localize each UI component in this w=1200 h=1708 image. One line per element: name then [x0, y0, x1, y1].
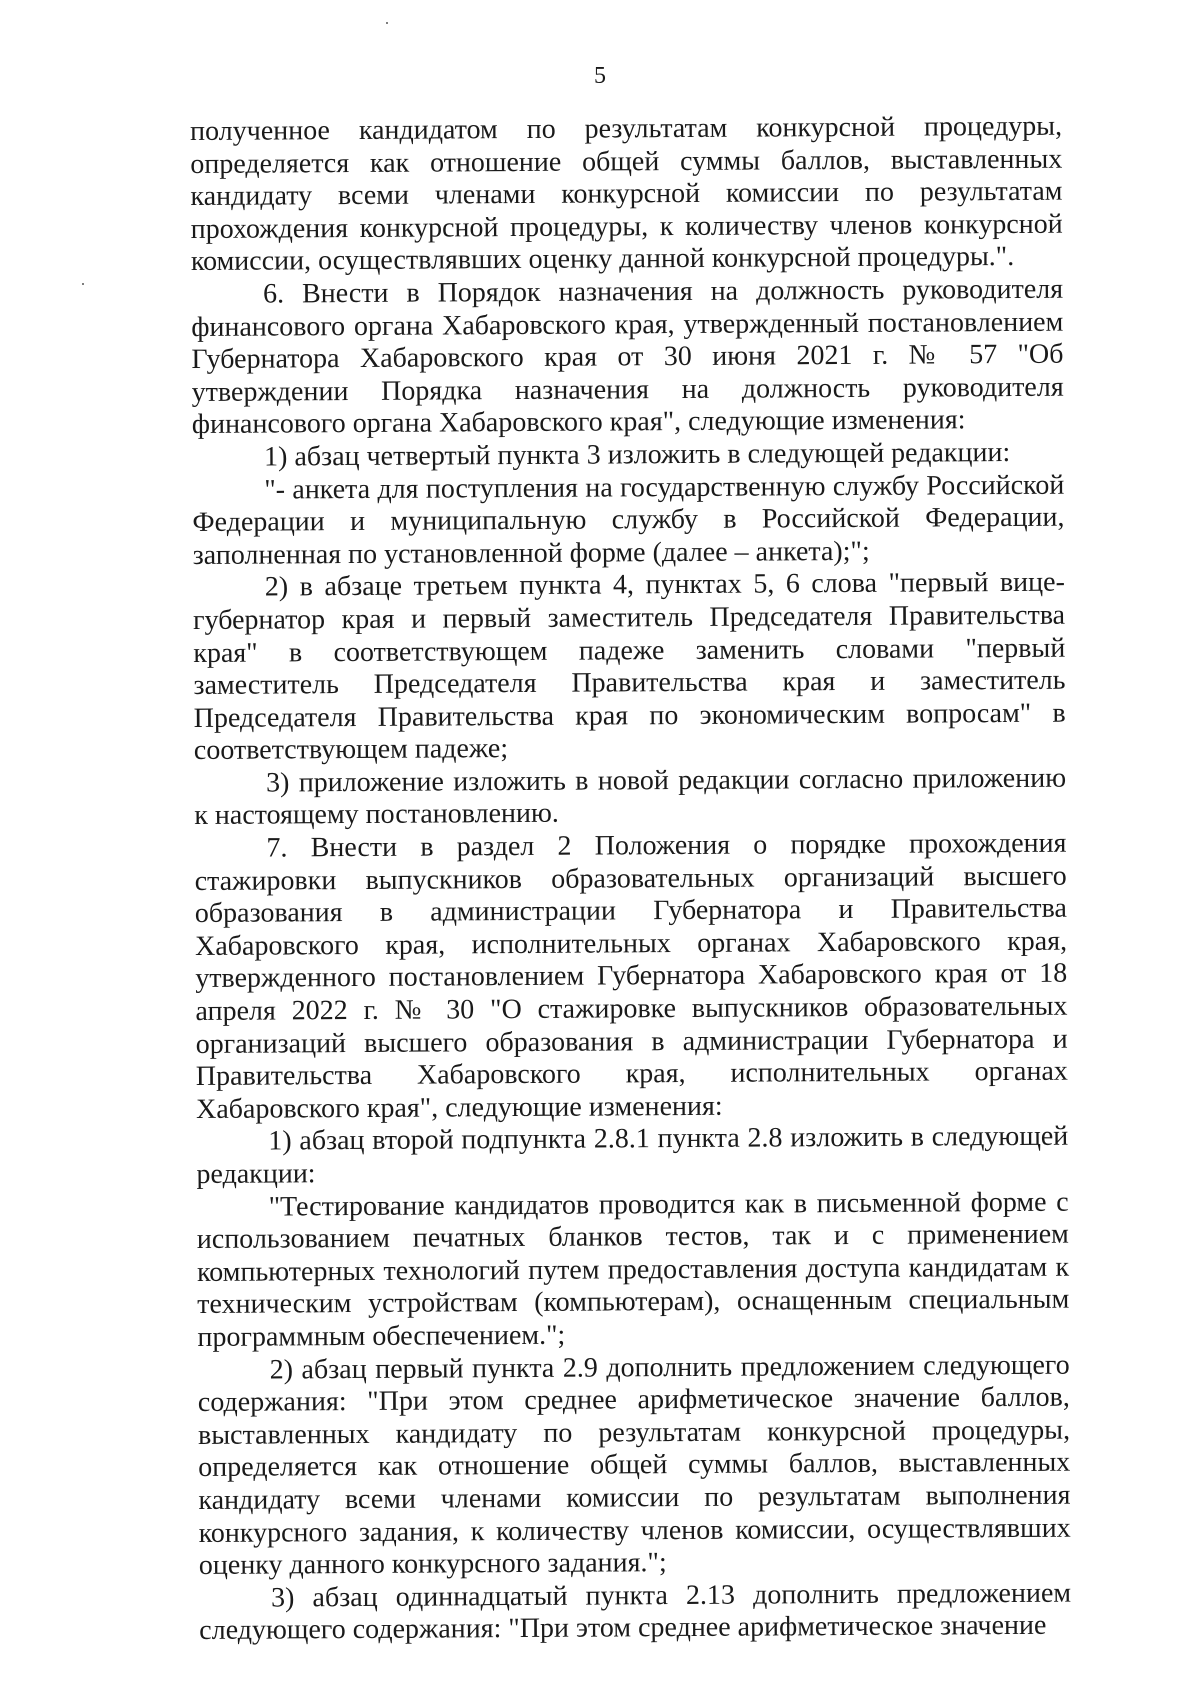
scan-dot-top	[386, 22, 388, 24]
paragraph-item-7-1-quote: "Тестирование кандидатов проводится как в письменной форме с использованием печатных бланков тестов, так и с применением компьютерных технологий путем предоставления доступа кандидатам к техническим устройствам (компьютерам), оснащенным специальным программным обеспечением.";	[196, 1186, 1070, 1353]
paragraph-item-7-3: 3) абзац одиннадцатый пункта 2.13 дополнить предложением следующего содержания: "При этом среднее арифметическое значение	[199, 1577, 1072, 1647]
paragraph-item-6-3: 3) приложение изложить в новой редакции согласно приложению к настоящему постановлению.	[194, 762, 1067, 832]
paragraph-item-7-2: 2) абзац первый пункта 2.9 дополнить предложением следующего содержания: "При этом среднее арифметическое значение баллов, выставленных кандидату по результатам конкурсной процедуры, определяется как отношение общей суммы баллов, выставленных кандидату всеми членами комиссии по результатам выполнения конкурсного задания, к количеству членов комиссии, осуществлявших оценку данного конкурсного задания.";	[197, 1349, 1071, 1582]
paragraph-item-6: 6. Внести в Порядок назначения на должность руководителя финансового органа Хабаровского края, утвержденный постановлением Губернатора Хабаровского края от 30 июня 2021 г. № 57 "Об утверждении Порядка назначения на должность руководителя финансового органа Хабаровского края", следующие изменения:	[191, 273, 1064, 441]
paragraph-continuation: полученное кандидатом по результатам конкурсной процедуры, определяется как отношение общей суммы баллов, выставленных кандидату всеми членами конкурсной комиссии по результатам прохождения конкурсной процедуры, к количеству членов конкурсной комиссии, осуществлявших оценку данной конкурсной процедуры.".	[190, 110, 1063, 278]
page-number: 5	[594, 63, 606, 89]
paragraph-item-6-1-quote: "- анкета для поступления на государственную службу Российской Федерации и муниципальную службу в Российской Федерации, заполненная по установленной форме (далее – анкета);";	[192, 469, 1065, 571]
paragraph-item-7-1: 1) абзац второй подпункта 2.8.1 пункта 2.8 изложить в следующей редакции:	[196, 1121, 1069, 1190]
scan-dot-left	[82, 283, 84, 285]
paragraph-item-7: 7. Внести в раздел 2 Положения о порядке прохождения стажировки выпускников образовательных организаций высшего образования в администрации Губернатора и Правительства Хабаровского края, исполнительных органах Хабаровского края, утвержденного постановлением Губернатора Хабаровского края от 18 апреля 2022 г. № 30 "О стажировке выпускников образовательных организаций высшего образования в администрации Губернатора и Правительства Хабаровского края, исполнительных органах Хабаровского края", следующие изменения:	[194, 827, 1068, 1125]
paragraph-item-6-2: 2) в абзаце третьем пункта 4, пунктах 5, 6 слова "первый вице-губернатор края и первый заместитель Председателя Правительства края" в соответствующем падеже заменить словами "первый заместитель Председателя Правительства края и заместитель Председателя Правительства края по экономическим вопросам" в соответствующем падеже;	[192, 566, 1066, 767]
paragraph-item-6-1: 1) абзац четвертый пункта 3 изложить в следующей редакции:	[263, 436, 1011, 473]
document-body	[190, 111, 1071, 1648]
